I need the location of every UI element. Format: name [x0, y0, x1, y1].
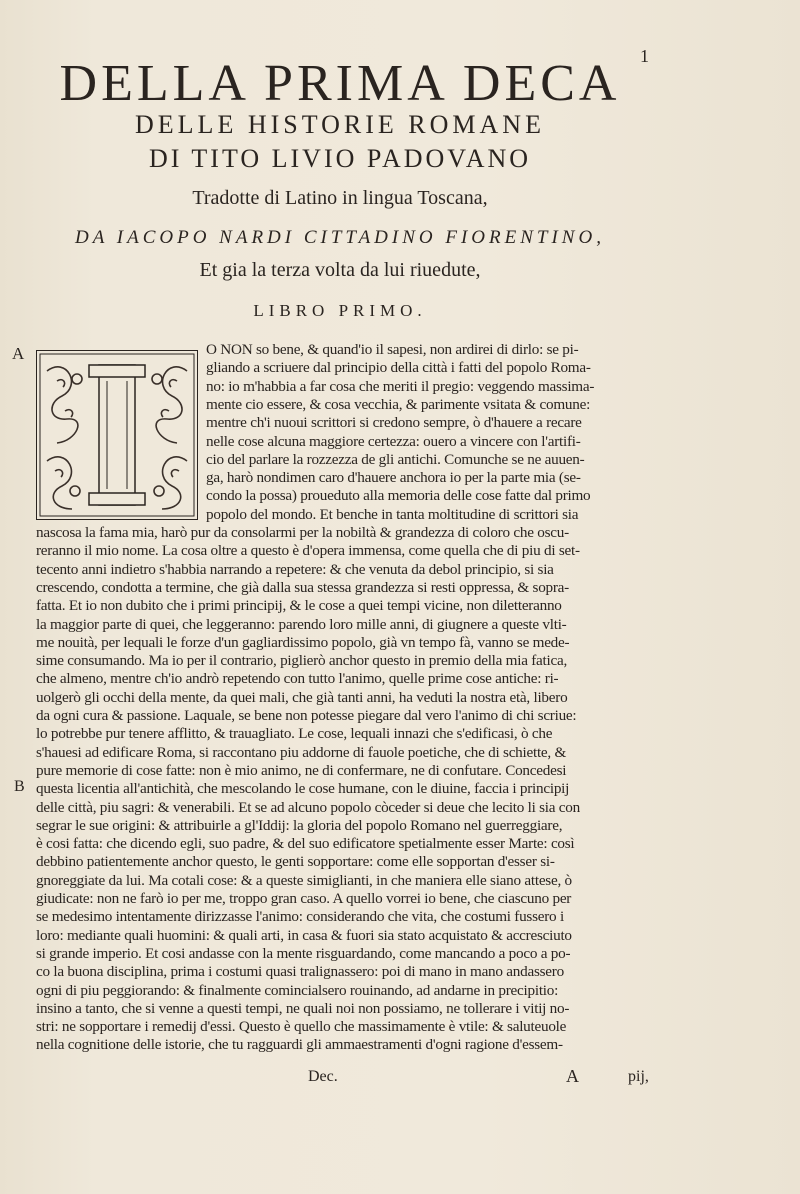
- title-translation-note: Tradotte di Latino in lingua Toscana,: [192, 187, 488, 209]
- body-line: lo potrebbe pur tenere afflitto, & trauagliato. Le cose, lequali innazi che s'edificasi, ò che: [36, 725, 553, 743]
- body-line: tecento anni indietro s'habbia narrando a repetere: & che venuta da debol principio, si sia: [36, 560, 554, 578]
- body-line: uolgerò gli occhi della mente, da quei mali, che già tanti anni, ha veduti la nostra età, libero: [36, 688, 568, 706]
- body-line: popolo del mondo. Et benche in tanta moltitudine di scrittori sia: [206, 505, 579, 523]
- body-line: da ogni cura & passione. Laquale, se bene non potesse piegare dal vero l'animo di chi scriue:: [36, 707, 577, 724]
- body-line: no: io m'habbia a far cosa che meriti il pregio: veggendo massima-: [206, 377, 595, 395]
- body-line: si grande imperio. Et cosi andasse con la mente risguardando, come mancando a poco a po-: [36, 944, 571, 962]
- body-line: gnoreggiate da lui. Ma cotali cose: & a queste simiglianti, in che maniera elle siano attese, ò: [36, 871, 572, 889]
- body-line: pure memorie di cose fatte: non è mio animo, ne di confermare, ne di confutare. Concedesi: [36, 761, 567, 779]
- body-line: me nouità, per lequali le forze d'un gagliardissimo popolo, già vn tempo fà, vanno se mede-: [36, 633, 570, 651]
- body-line: loro: mediante quali huomini: & quali arti, in casa & fuori sia stato acquistato & accresciuto: [36, 926, 572, 944]
- margin-note-b: B: [14, 778, 25, 795]
- body-line: gliando a scriuere dal principio della città i fatti del popolo Roma-: [206, 359, 591, 377]
- body-line: insino a tanto, che si venne a questi tempi, ne quali noi non possiamo, ne tollerare i vitij no-: [36, 999, 570, 1017]
- body-line: sime consumando. Ma io per il contrario, piglierò anchor questo in premio della mia fatica,: [36, 652, 568, 670]
- body-line: debbino patientemente anchor questo, le genti sopportare: come elle sopportan d'esser si-: [36, 853, 555, 871]
- body-line: ogni di piu peggiorando: & finalmente comincialsero rouinando, ad andarne in precipitio:: [36, 981, 559, 999]
- body-line: giudicate: non ne farò io per me, troppo gran caso. A quello vorrei io bene, che ciascuno per: [36, 890, 572, 907]
- title-main: DELLA PRIMA DECA: [59, 55, 621, 112]
- title-translator: DA IACOPO NARDI CITTADINO FIORENTINO,: [75, 227, 605, 248]
- body-line: cio del parlare la rozzezza de gli antichi. Comunche se ne auuen-: [206, 450, 585, 468]
- title-subtitle-2: DI TITO LIVIO PADOVANO: [148, 144, 532, 173]
- body-line: è cosi fatta: che dicendo egli, suo padre, & del suo edificatore spetialmente esser Marte: così: [36, 835, 575, 853]
- title-subtitle-1: DELLE HISTORIE ROMANE: [135, 110, 545, 139]
- body-line: che almeno, mentre ch'io andrò repetendo con tutto l'animo, quelle prime cose antiche: ri-: [36, 670, 559, 688]
- body-line: s'hauesi ad edificare Roma, si raccontano piu addorne di fauole poetiche, che di schiette, &: [36, 743, 567, 761]
- body-line: reranno il mio nome. La cosa oltre a questo è d'opera immensa, come quella che di piu di set-: [36, 542, 580, 560]
- margin-note-a: A: [12, 344, 25, 363]
- body-line: la maggior parte di quei, che leggeranno: parendo loro mille anni, di giugnere a queste vlti-: [36, 615, 567, 633]
- body-line: co la buona disciplina, prima i costumi quasi tralignassero: poi di mano in mano andassero: [36, 963, 564, 981]
- folio-number: 1: [640, 46, 649, 66]
- body-line: mente cio essere, & cosa vecchia, & parimente vsitata & comune:: [206, 395, 591, 413]
- body-line: nascosa la fama mia, harò pur da consolarmi per la nobiltà & grandezza di coloro che oscu-: [36, 524, 569, 541]
- body-line: segrar le sue origini: & attribuirle a gl'Iddij: la gloria del popolo Romano nel guerreggiare,: [36, 816, 563, 834]
- body-line: nelle cose alcuna maggiore certezza: ouero a vincere con l'artifi-: [206, 432, 581, 450]
- footer-signature: A: [566, 1066, 579, 1086]
- body-line: mentre ch'i nuoui scrittori si credono sempre, ò d'hauere a recare: [206, 414, 582, 432]
- body-line: ga, harò nondimen caro d'hauere anchora io per la parte mia (se-: [206, 469, 581, 487]
- body-line: O NON so bene, & quand'io il sapesi, non ardirei di dirlo: se pi-: [206, 341, 579, 358]
- body-line: delle città, piu sagri: & venerabili. Et se ad alcuno popolo còceder si deue che lecito li sia con: [36, 798, 580, 816]
- body-line: se medesimo intentamente dirizzasse l'animo: considerando che vita, che costumi fussero i: [36, 908, 564, 926]
- body-line: questa licentia all'antichità, che mescolando le cose humane, con le diuine, faccia i principij: [36, 780, 570, 798]
- book-heading: LIBRO PRIMO.: [253, 301, 427, 320]
- title-revision-note: Et gia la terza volta da lui riuedute,: [199, 259, 481, 281]
- body-line: stri: ne sopportare i remedij d'essi. Questo è quello che massimamente è vtile: & saluteuole: [36, 1018, 567, 1036]
- footer-catchword-left: Dec.: [308, 1068, 338, 1085]
- decorated-initial-i: [36, 350, 198, 520]
- body-line: fatta. Et io non dubito che i primi principij, & le cose a quei tempi vicine, non diletteranno: [36, 597, 562, 615]
- woodcut-ornament-icon: [37, 351, 197, 519]
- body-line: crescendo, condotta a termine, che già dalla sua stessa grandezza si resti oppressa, & sopra-: [36, 578, 569, 596]
- body-line: nella cognitione delle istorie, che tu ragguardi gli ammaestramenti d'ogni ragione d'essem-: [36, 1036, 563, 1054]
- footer-catchword-right: pij,: [628, 1068, 649, 1085]
- body-line: condo la possa) proueduto alla memoria delle cose fatte dal primo: [206, 487, 591, 505]
